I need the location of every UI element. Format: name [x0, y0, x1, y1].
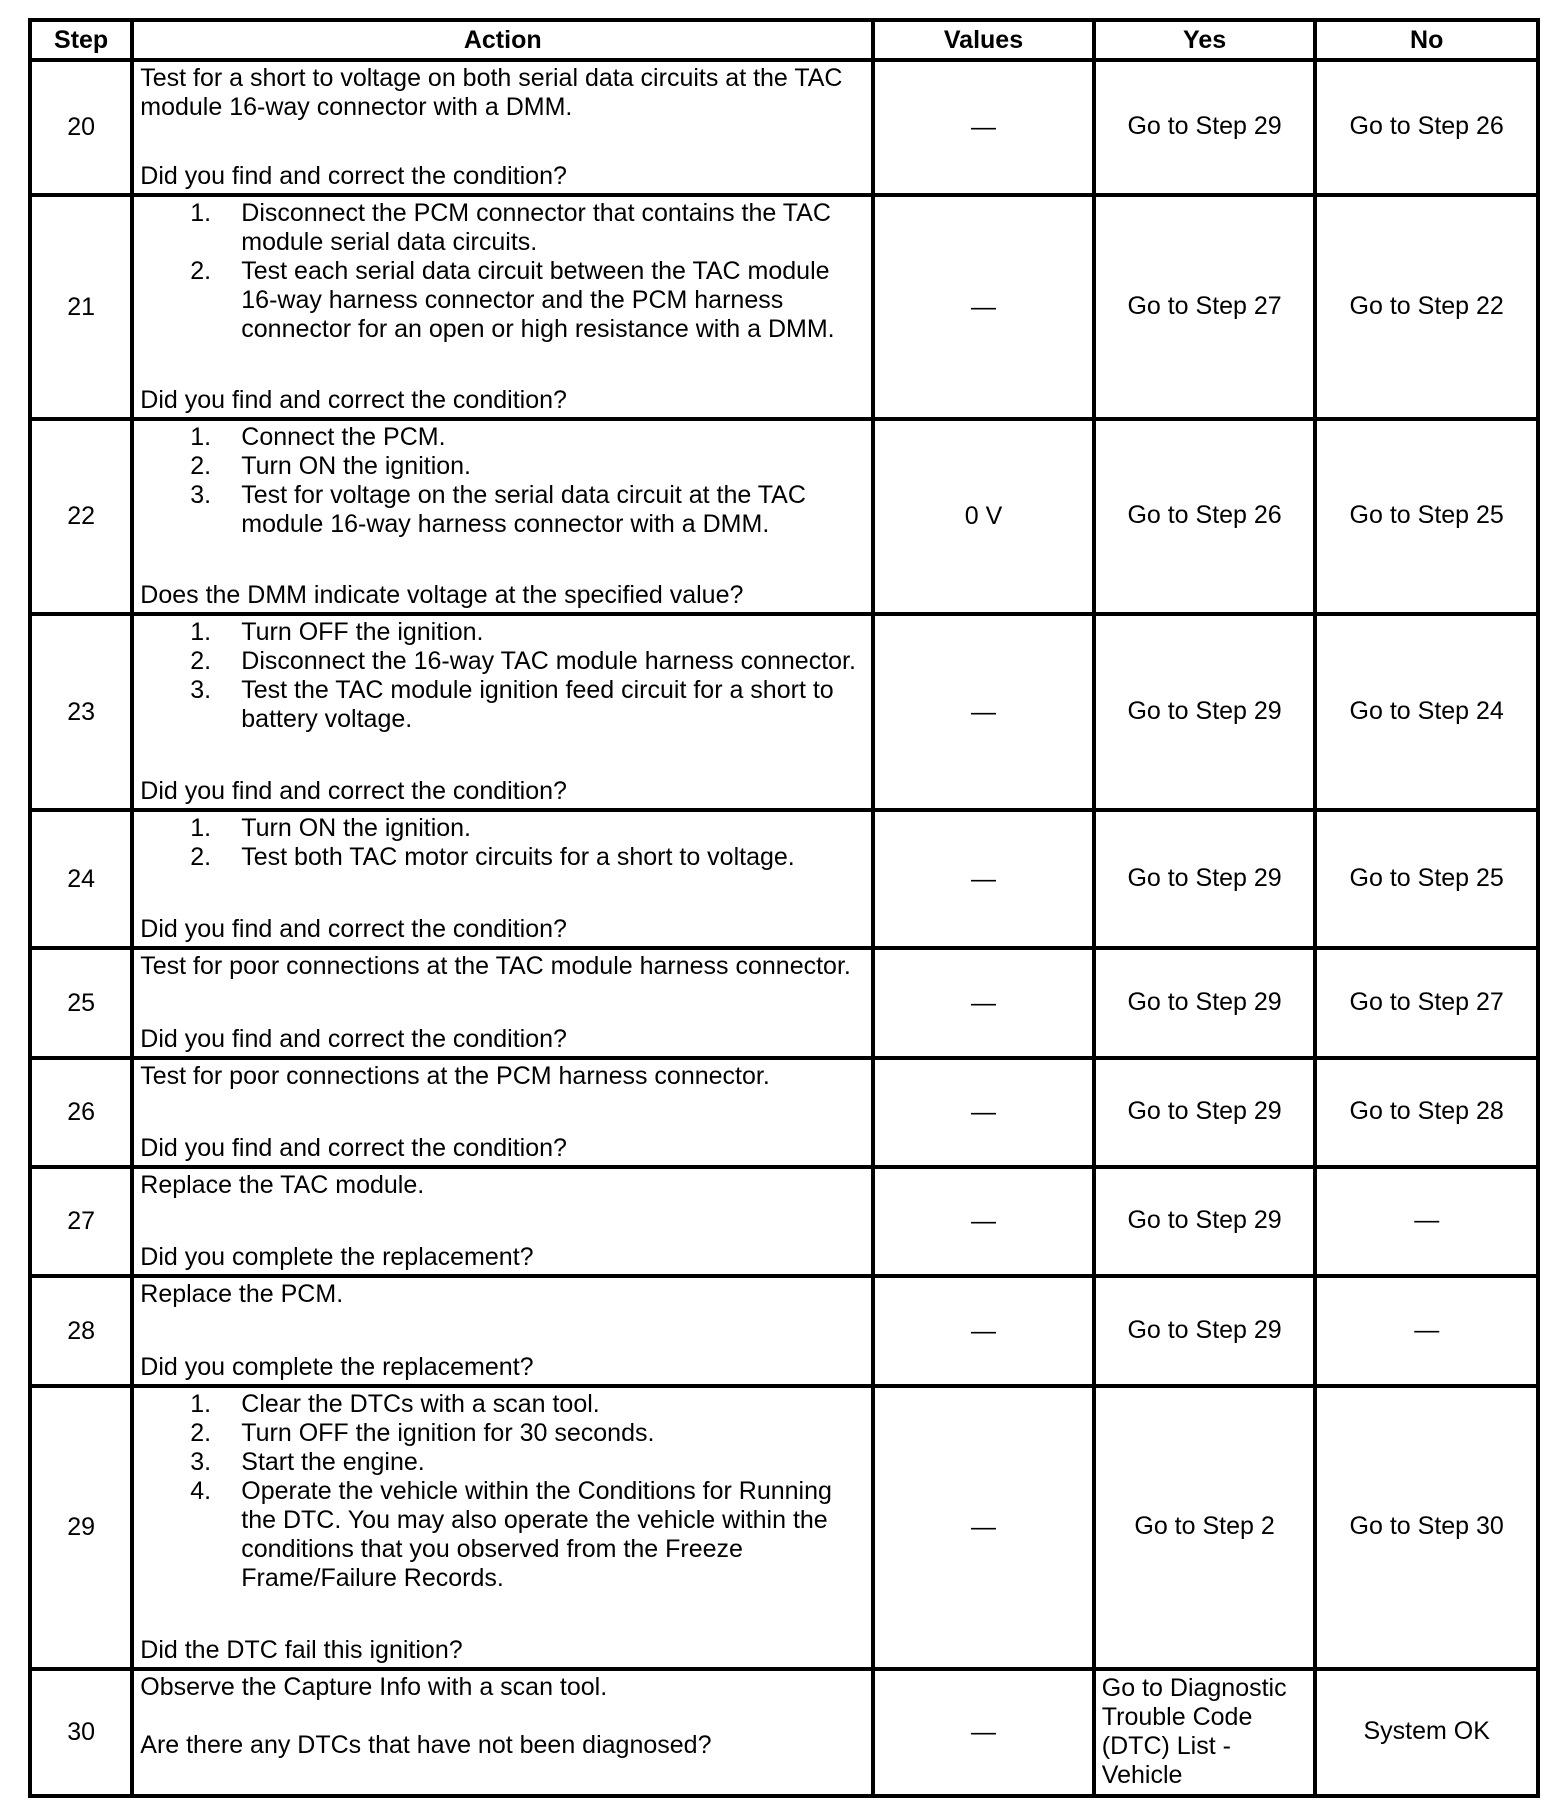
- step-number: 28: [30, 1276, 132, 1386]
- step-number: 23: [30, 614, 132, 810]
- action-step-item: [140, 1419, 865, 1448]
- table-row: [30, 1276, 1538, 1386]
- yes-cell: Go to Step 29: [1094, 60, 1316, 195]
- table-row: [30, 1167, 1538, 1276]
- action-cell: [132, 948, 873, 1058]
- action-cell: [132, 614, 873, 810]
- values-cell: —: [873, 60, 1094, 195]
- action-step-item: [140, 843, 865, 872]
- step-item-text: Test both TAC motor circuits for a short to voltage.: [241, 843, 795, 871]
- action-step-item: [140, 676, 865, 734]
- step-item-text: Turn ON the ignition.: [241, 452, 472, 480]
- values-cell: 0 V: [873, 419, 1094, 614]
- step-item-text: Test for voltage on the serial data circuit at the TAC module 16-way harness connector with a DMM.: [241, 481, 806, 538]
- no-cell: —: [1315, 1167, 1538, 1276]
- header-action: Action: [132, 20, 873, 60]
- step-item-number: 2.: [190, 843, 212, 871]
- yes-cell: Go to Step 29: [1094, 614, 1316, 810]
- step-item-number: 1.: [190, 423, 212, 451]
- header-no: No: [1315, 20, 1538, 60]
- action-text: Test for poor connections at the PCM harness connector.: [140, 1062, 770, 1090]
- action-steps: [140, 814, 865, 872]
- step-number: 20: [30, 60, 132, 195]
- action-question: Did you find and correct the condition?: [140, 386, 567, 414]
- action-text: Replace the TAC module.: [140, 1171, 425, 1199]
- action-steps: [140, 199, 865, 344]
- yes-cell: Go to Step 29: [1094, 1167, 1316, 1276]
- values-cell: —: [873, 948, 1094, 1058]
- action-step-item: [140, 647, 865, 676]
- step-item-number: 3.: [190, 1448, 212, 1476]
- table-row: [30, 1058, 1538, 1167]
- table-row: [30, 948, 1538, 1058]
- action-question: Did you find and correct the condition?: [140, 1025, 567, 1053]
- yes-cell: Go to Step 29: [1094, 1058, 1316, 1167]
- action-question: Are there any DTCs that have not been diagnosed?: [140, 1731, 712, 1759]
- action-steps: [140, 423, 865, 539]
- step-item-number: 4.: [190, 1477, 212, 1505]
- header-yes: Yes: [1094, 20, 1316, 60]
- no-cell: Go to Step 26: [1315, 60, 1538, 195]
- step-number: 27: [30, 1167, 132, 1276]
- step-item-text: Turn ON the ignition.: [241, 814, 472, 842]
- action-text: Test for a short to voltage on both serial data circuits at the TAC module 16-way connector with a DMM.: [140, 64, 843, 121]
- action-text: Observe the Capture Info with a scan tool.: [140, 1673, 608, 1701]
- action-cell: [132, 810, 873, 948]
- step-item-number: 1.: [190, 814, 212, 842]
- values-cell: —: [873, 1058, 1094, 1167]
- no-cell: Go to Step 28: [1315, 1058, 1538, 1167]
- step-item-number: 1.: [190, 199, 212, 227]
- step-item-text: Disconnect the 16-way TAC module harness connector.: [241, 647, 856, 675]
- step-item-number: 1.: [190, 618, 212, 646]
- yes-cell: Go to Step 2: [1094, 1386, 1316, 1669]
- step-number: 26: [30, 1058, 132, 1167]
- step-item-number: 2.: [190, 257, 212, 285]
- action-step-item: [140, 814, 865, 843]
- action-cell: [132, 60, 873, 195]
- step-number: 29: [30, 1386, 132, 1669]
- step-item-number: 2.: [190, 452, 212, 480]
- step-item-text: Turn OFF the ignition.: [241, 618, 484, 646]
- step-item-text: Turn OFF the ignition for 30 seconds.: [241, 1419, 655, 1447]
- action-cell: [132, 195, 873, 419]
- action-step-item: [140, 618, 865, 647]
- step-item-text: Test each serial data circuit between the TAC module 16-way harness connector and the PCM harness connector for an open or high resistance with a DMM.: [241, 257, 835, 343]
- action-step-item: [140, 1477, 865, 1593]
- yes-cell: Go to Step 29: [1094, 948, 1316, 1058]
- action-step-item: [140, 452, 865, 481]
- step-item-number: 3.: [190, 676, 212, 704]
- action-step-item: [140, 423, 865, 452]
- action-question: Did you find and correct the condition?: [140, 162, 567, 190]
- values-cell: —: [873, 614, 1094, 810]
- step-item-text: Test the TAC module ignition feed circuit for a short to battery voltage.: [241, 676, 834, 733]
- action-steps: [140, 1390, 865, 1593]
- action-cell: [132, 1167, 873, 1276]
- action-question: Does the DMM indicate voltage at the specified value?: [140, 581, 744, 609]
- no-cell: Go to Step 30: [1315, 1386, 1538, 1669]
- action-text: Replace the PCM.: [140, 1280, 344, 1308]
- step-number: 21: [30, 195, 132, 419]
- no-cell: System OK: [1315, 1669, 1538, 1796]
- step-number: 25: [30, 948, 132, 1058]
- values-cell: —: [873, 1167, 1094, 1276]
- no-cell: Go to Step 25: [1315, 810, 1538, 948]
- action-question: Did you complete the replacement?: [140, 1243, 534, 1271]
- no-cell: Go to Step 27: [1315, 948, 1538, 1058]
- action-step-item: [140, 257, 865, 344]
- values-cell: —: [873, 1386, 1094, 1669]
- table-row: [30, 1669, 1538, 1796]
- step-number: 30: [30, 1669, 132, 1796]
- values-cell: —: [873, 1276, 1094, 1386]
- diagnostic-table: [28, 18, 1540, 1798]
- step-number: 22: [30, 419, 132, 614]
- values-cell: —: [873, 195, 1094, 419]
- table-row: [30, 195, 1538, 419]
- step-item-text: Connect the PCM.: [241, 423, 446, 451]
- table-row: [30, 419, 1538, 614]
- step-item-text: Start the engine.: [241, 1448, 425, 1476]
- table-row: [30, 1386, 1538, 1669]
- no-cell: Go to Step 24: [1315, 614, 1538, 810]
- action-question: Did you find and correct the condition?: [140, 777, 567, 805]
- yes-cell: Go to Diagnostic Trouble Code (DTC) List - Vehicle: [1094, 1669, 1316, 1796]
- action-cell: [132, 1276, 873, 1386]
- step-item-number: 3.: [190, 481, 212, 509]
- yes-cell: Go to Step 29: [1094, 1276, 1316, 1386]
- step-item-text: Operate the vehicle within the Conditions for Running the DTC. You may also operate the vehicle within the conditions that you observed from the Freeze Frame/Failure Records.: [241, 1477, 832, 1592]
- step-item-number: 1.: [190, 1390, 212, 1418]
- action-cell: [132, 1669, 873, 1796]
- step-item-text: Clear the DTCs with a scan tool.: [241, 1390, 600, 1418]
- action-cell: [132, 419, 873, 614]
- table-row: [30, 810, 1538, 948]
- action-question: Did you find and correct the condition?: [140, 1134, 567, 1162]
- header-values: Values: [873, 20, 1094, 60]
- action-cell: [132, 1386, 873, 1669]
- action-question: Did you complete the replacement?: [140, 1353, 534, 1381]
- table-header-row: [30, 20, 1538, 60]
- action-step-item: [140, 481, 865, 539]
- no-cell: Go to Step 25: [1315, 419, 1538, 614]
- step-item-number: 2.: [190, 1419, 212, 1447]
- values-cell: —: [873, 810, 1094, 948]
- step-item-number: 2.: [190, 647, 212, 675]
- action-question: Did you find and correct the condition?: [140, 915, 567, 943]
- action-question: Did the DTC fail this ignition?: [140, 1636, 463, 1664]
- yes-cell: Go to Step 26: [1094, 419, 1316, 614]
- action-steps: [140, 618, 865, 734]
- step-number: 24: [30, 810, 132, 948]
- yes-cell: Go to Step 29: [1094, 810, 1316, 948]
- header-step: Step: [30, 20, 132, 60]
- step-item-text: Disconnect the PCM connector that contains the TAC module serial data circuits.: [241, 199, 831, 256]
- values-cell: —: [873, 1669, 1094, 1796]
- action-cell: [132, 1058, 873, 1167]
- no-cell: —: [1315, 1276, 1538, 1386]
- no-cell: Go to Step 22: [1315, 195, 1538, 419]
- action-step-item: [140, 1390, 865, 1419]
- action-step-item: [140, 199, 865, 257]
- yes-cell: Go to Step 27: [1094, 195, 1316, 419]
- table-row: [30, 60, 1538, 195]
- table-row: [30, 614, 1538, 810]
- action-text: Test for poor connections at the TAC module harness connector.: [140, 952, 851, 980]
- action-step-item: [140, 1448, 865, 1477]
